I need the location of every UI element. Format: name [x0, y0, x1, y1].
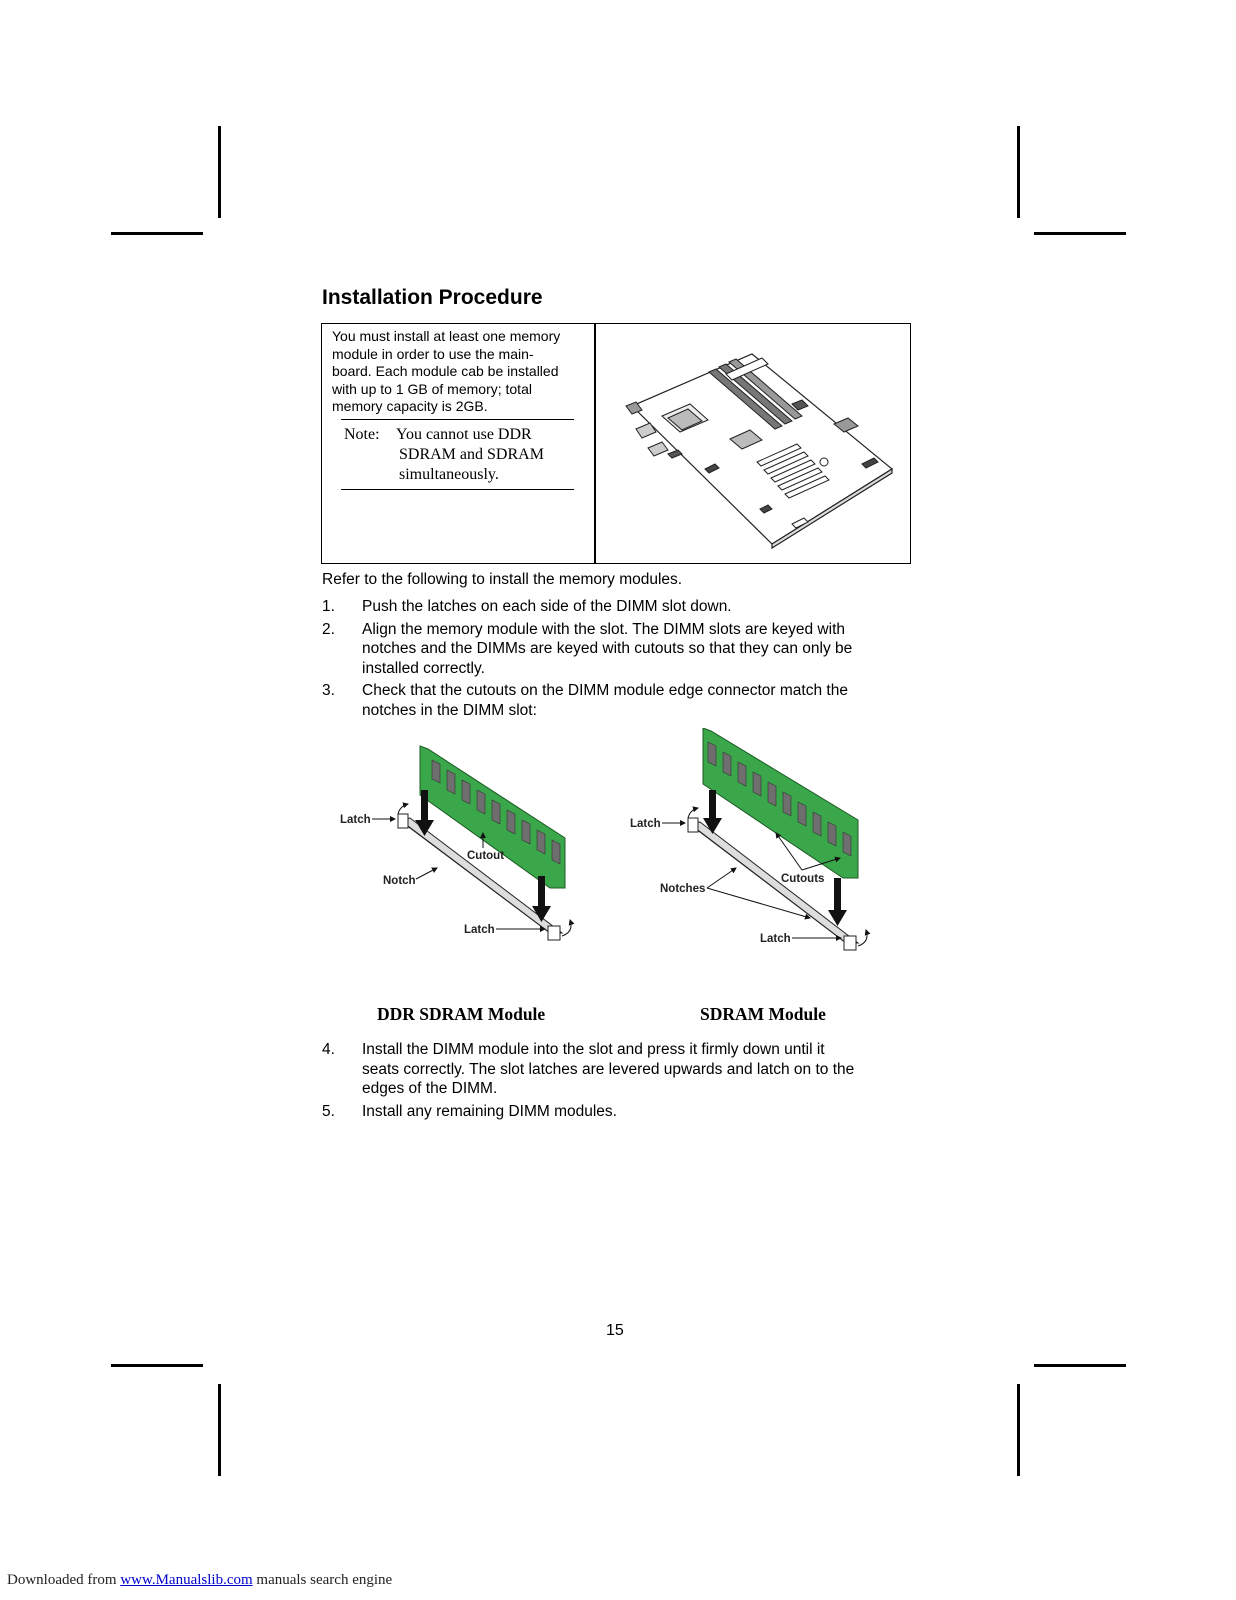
step-item [322, 681, 912, 720]
step-number: 2. [322, 620, 335, 638]
step-number: 1. [322, 598, 335, 615]
ddr-caption: DDR SDRAM Module [377, 1004, 546, 1024]
page-number: 15 [606, 1322, 624, 1339]
ddr-latch-top-label: Latch [340, 814, 371, 826]
crop-mark [111, 232, 203, 235]
step-line: seats correctly. The slot latches are levered upwards and latch on to the [362, 1060, 855, 1078]
sdram-module [703, 728, 858, 878]
sdram-latch-top-label: Latch [630, 818, 661, 830]
step-line: edges of the DIMM. [362, 1080, 498, 1097]
intro-line: board. Each module cab be installed [332, 363, 559, 380]
crop-mark [218, 126, 221, 218]
ddr-latch-bottom-label: Latch [464, 924, 495, 936]
intro-line: You must install at least one memory [332, 328, 561, 344]
ddr-cutout-label: Cutout [467, 850, 505, 862]
ddr-notch-label: Notch [383, 875, 416, 887]
step-line: Check that the cutouts on the DIMM module edge connector match the [362, 682, 848, 699]
note-line: You cannot use DDR [396, 426, 532, 443]
step-line: notches in the DIMM slot: [362, 701, 537, 719]
note-line: simultaneously. [399, 466, 499, 483]
step-line: Push the latches on each side of the DIMM slot down. [362, 598, 732, 615]
step-item [322, 1102, 912, 1122]
step-number: 5. [322, 1102, 335, 1120]
crop-mark [1017, 126, 1020, 218]
step-line: Install the DIMM module into the slot and press it firmly down until it [362, 1041, 825, 1058]
step-item [322, 597, 912, 617]
dimm-installation-figure [340, 728, 900, 978]
sdram-notches-label: Notches [660, 883, 706, 895]
steps-list [322, 1040, 912, 1124]
step-item [322, 620, 912, 679]
intro-line: module in order to use the main- [332, 345, 534, 362]
step-item [322, 1040, 912, 1099]
crop-mark [1034, 232, 1126, 235]
intro-line: with up to 1 GB of memory; total [332, 380, 532, 397]
step-line: Align the memory module with the slot. The DIMM slots are keyed with [362, 620, 845, 638]
sdram-caption: SDRAM Module [700, 1004, 826, 1024]
crop-mark [1017, 1384, 1020, 1476]
intro-line: memory capacity is 2GB. [332, 398, 488, 415]
ddr-module [420, 746, 565, 888]
footer-link[interactable]: www.Manualslib.com [120, 1572, 253, 1588]
footer-prefix: Downloaded from [7, 1572, 121, 1588]
step-line: Install any remaining DIMM modules. [362, 1102, 617, 1120]
note-line: SDRAM and SDRAM [399, 446, 544, 463]
crop-mark [218, 1384, 221, 1476]
intro-divider [594, 324, 596, 563]
sdram-latch-bottom-label: Latch [760, 933, 791, 945]
step-line: installed correctly. [362, 659, 485, 677]
crop-mark [1034, 1364, 1126, 1367]
step-number: 4. [322, 1041, 335, 1058]
footer-suffix: manuals search engine [252, 1572, 393, 1588]
steps-list [322, 597, 912, 723]
note-block [341, 419, 574, 490]
footer [7, 1572, 392, 1589]
intro-text [332, 328, 584, 416]
refer-text: Refer to the following to install the memory modules. [322, 571, 683, 588]
page-title: Installation Procedure [322, 286, 543, 309]
note-label: Note: [344, 426, 380, 443]
step-number: 3. [322, 682, 335, 699]
step-line: notches and the DIMMs are keyed with cutouts so that they can only be [362, 640, 853, 657]
mainboard-illustration [612, 344, 902, 549]
intro-box [321, 323, 911, 564]
crop-mark [111, 1364, 203, 1367]
sdram-cutouts-label: Cutouts [781, 873, 825, 885]
